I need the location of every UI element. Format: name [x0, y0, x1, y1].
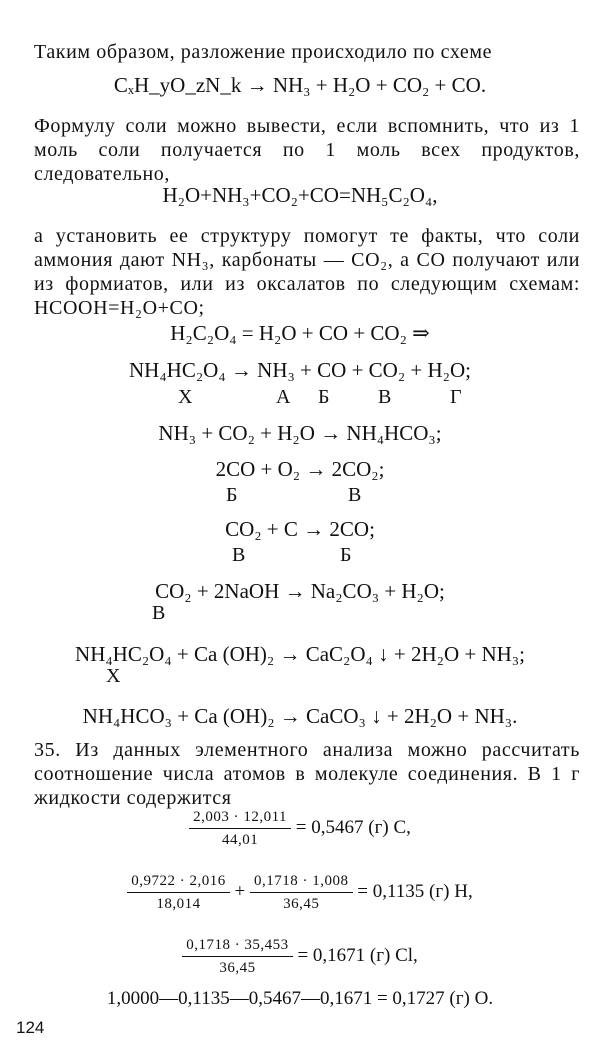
calc-chlorine: $\frac{0,1718 \cdot 35,453}{36,45}$ = 0,1671 (г) Cl, — [0, 936, 600, 977]
label-a: А — [276, 386, 291, 408]
equation-co2-reduction: CO₂ + C → 2CO; — [225, 517, 375, 541]
fraction-hydrogen-water: $\frac{0,9722 \cdot 2,016}{18,014}$ — [127, 872, 230, 913]
label-b: Б — [226, 484, 238, 506]
paragraph-formula: Формулу соли можно вывести, если вспомнить, что из 1 моль соли получается по 1 моль всех продуктов, следовательно, — [34, 115, 580, 185]
equation-co-oxidation: 2CO + O₂ → 2CO₂; — [215, 457, 385, 481]
paragraph-scheme-intro: Таким образом, разложение происходило по схеме — [34, 41, 493, 63]
label-v: В — [378, 386, 392, 408]
equation-oxalic-acid: H₂C₂O₄ = H₂O + CO + CO₂ ⇒ — [170, 321, 430, 345]
fraction-hydrogen-hcl: $\frac{0,1718 \cdot 1,008}{36,45}$ — [250, 872, 353, 913]
equation-ammonium-oxalate: NH₄HC₂O₄ → NH₃ + CO + CO₂ + H₂O; — [129, 358, 471, 382]
equation-oxalate-calcium: NH₄HC₂O₄ + Ca (OH)₂ → CaC₂O₄ ↓ + 2H₂O + NH₃; — [75, 642, 525, 666]
calc-hydrogen: $\frac{0,9722 \cdot 2,016}{18,014}$ + $\frac{0,1718 \cdot 1,008}{36,45}$ = 0,1135 (г) H, — [0, 872, 600, 913]
label-b: Б — [318, 386, 330, 408]
label-b: Б — [340, 544, 352, 566]
label-v: В — [348, 484, 362, 506]
label-x: Х — [106, 665, 121, 687]
paragraph-problem-35: 35. Из данных элементного анализа можно рассчитать соотношение числа атомов в молекуле соединения. В 1 г жидкости содержится — [34, 739, 580, 809]
calc-oxygen: 1,0000—0,1135—0,5467—0,1671 = 0,1727 (г) O. — [106, 988, 494, 1009]
label-g: Г — [450, 386, 462, 408]
equation-salt-formula: H₂O+NH₃+CO₂+CO=NH₅C₂O₄, — [162, 183, 438, 207]
label-v: В — [232, 544, 246, 566]
calc-carbon: $\frac{2,003 \cdot 12,011}{44,01}$ = 0,5467 (г) C, — [0, 808, 600, 849]
page-number: 124 — [16, 1018, 45, 1037]
equation-co2-naoh: CO₂ + 2NaOH → Na₂CO₃ + H₂O; — [155, 579, 445, 603]
equation-bicarbonate: NH₃ + CO₂ + H₂O → NH₄HCO₃; — [158, 421, 442, 445]
fraction-chlorine: $\frac{0,1718 \cdot 35,453}{36,45}$ — [182, 936, 293, 977]
equation-decomposition: CₓH_yO_zN_k → NH₃ + H₂O + CO₂ + CO. — [113, 73, 487, 97]
fraction-carbon: $\frac{2,003 \cdot 12,011}{44,01}$ — [189, 808, 291, 849]
label-v: В — [152, 602, 166, 624]
paragraph-structure: а установить ее структуру помогут те факты, что соли аммония дают NH₃, карбонаты — CO₂, а CO получают или из формиатов, или из оксалатов по следующим схемам: HCOOH=H₂O+CO; — [34, 225, 580, 319]
equation-bicarbonate-calcium: NH₄HCO₃ + Ca (OH)₂ → CaCO₃ ↓ + 2H₂O + NH₃. — [82, 704, 518, 728]
label-x: Х — [178, 386, 193, 408]
